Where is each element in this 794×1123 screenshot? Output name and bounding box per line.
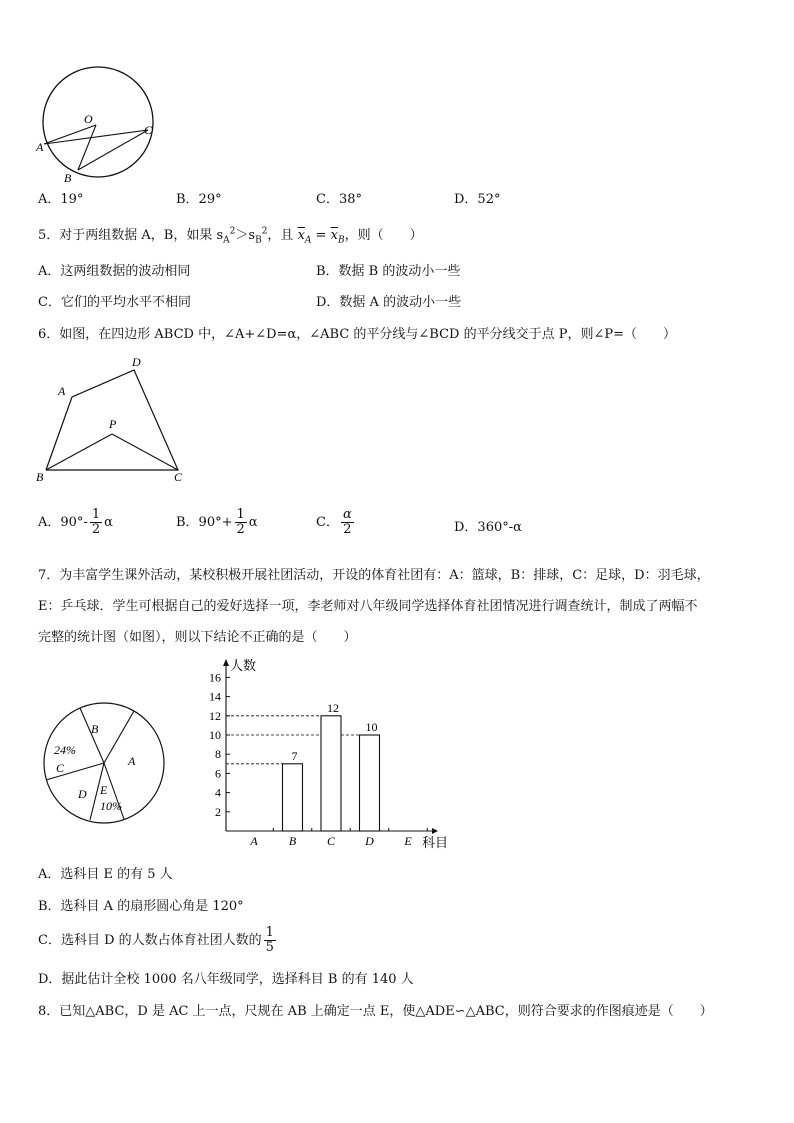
q4-circle-figure <box>34 66 164 186</box>
q4-option-c: C．38° <box>316 192 362 207</box>
q5-option-c: C．它们的平均水平不相同 <box>38 295 191 310</box>
q6-label-b: B <box>36 470 44 484</box>
x-tick-label: B <box>288 834 297 848</box>
q6-label-c: C <box>174 470 183 484</box>
x-tick-label: A <box>250 834 258 848</box>
q5-option-a: A．这两组数据的波动相同 <box>38 264 191 279</box>
q7-bar-chart <box>200 656 460 852</box>
y-tick-label: 12 <box>209 708 221 723</box>
x-tick-label: E <box>404 834 412 848</box>
q4-label-o: O <box>84 112 93 126</box>
y-tick-label: 4 <box>215 785 221 800</box>
y-axis-arrow <box>223 659 229 666</box>
q6-stem: 6．如图，在四边形 ABCD 中，∠A+∠D=α，∠ABC 的平分线与∠BCD 的平分线交于点 P，则∠P=（ ） <box>38 327 677 342</box>
pie-label-a: A <box>128 754 136 768</box>
pie-label-d: D <box>78 787 87 801</box>
q6-label-d: D <box>132 355 141 369</box>
y-tick-label: 2 <box>215 804 221 819</box>
bar-data-label: 10 <box>365 720 378 734</box>
q4-label-b: B <box>64 171 72 185</box>
q7-stem-line1: 7．为丰富学生课外活动，某校积极开展社团活动，开设的体育社团有：A：篮球，B：排球，C：足球，D：羽毛球， <box>38 568 710 583</box>
pie-pct-c: 24% <box>54 743 76 757</box>
q7-stem-line2: E：乒乓球．学生可根据自己的爱好选择一项，李老师对八年级同学选择体育社团情况进行调查统计，制成了两幅不 <box>38 599 698 614</box>
q6-option-b: B．90°+ $\frac{1}{2}$ α <box>176 507 258 537</box>
pie-label-e: E <box>100 783 108 797</box>
bar <box>360 735 380 831</box>
x-axis-arrow <box>432 828 438 834</box>
q7-pie-chart <box>34 700 174 830</box>
q6-quadrilateral-figure <box>34 350 194 486</box>
y-axis-label: 人数 <box>230 658 257 673</box>
y-tick-label: 8 <box>215 747 221 762</box>
q7-stem-line3: 完整的统计图（如图），则以下结论不正确的是（ ） <box>38 630 357 645</box>
q7-option-a: A．选科目 E 的有 5 人 <box>38 867 173 882</box>
q5-option-d: D．数据 A 的波动小一些 <box>316 295 462 310</box>
q4-label-c: C <box>144 123 153 137</box>
q7-option-c: C．选科目 D 的人数占体育社团人数的 $\frac{1}{5}$ <box>38 925 274 955</box>
q5-stem: 5．对于两组数据 A，B，如果 $s_A^2>s_B^2$，且 $\overline{x}_A = \overline{x}_B$，则（ ） <box>38 226 423 246</box>
q6-option-d: D．360°-α <box>454 520 522 535</box>
pie-label-c: C <box>56 761 65 775</box>
q4-label-a: A <box>36 140 44 154</box>
x-tick-label: C <box>326 834 336 848</box>
y-tick-label: 6 <box>215 766 221 781</box>
q4-option-a: A．19° <box>38 192 84 207</box>
q7-option-d: D．据此估计全校 1000 名八年级同学，选择科目 B 的有 140 人 <box>38 972 414 987</box>
q6-label-a: A <box>58 384 66 398</box>
bar <box>283 764 303 831</box>
x-axis-label: 科目 <box>422 835 449 850</box>
bar <box>321 716 341 831</box>
q8-stem: 8．已知△ABC，D 是 AC 上一点，尺规在 AB 上确定一点 E，使△ADE∽△ABC，则符合要求的作图痕迹是（ ） <box>38 1004 713 1019</box>
pie-pct-e: 10% <box>100 799 122 813</box>
q6-option-a: A．90°- $\frac{1}{2}$ α <box>38 507 113 537</box>
x-tick-label: D <box>365 834 374 848</box>
q6-option-c: C． $\frac{\alpha}{2}$ <box>316 507 352 537</box>
q6-label-p: P <box>109 417 117 431</box>
y-tick-label: 10 <box>209 728 221 742</box>
bar-data-label: 7 <box>291 748 298 763</box>
bar-data-label: 12 <box>327 700 339 715</box>
pie-label-b: B <box>91 722 99 736</box>
q7-option-b: B．选科目 A 的扇形圆心角是 120° <box>38 899 244 914</box>
y-tick-label: 16 <box>209 670 221 685</box>
q5-option-b: B．数据 B 的波动小一些 <box>316 264 461 279</box>
y-tick-label: 14 <box>209 689 221 704</box>
q4-option-d: D．52° <box>454 192 501 207</box>
q4-option-b: B．29° <box>176 192 222 207</box>
